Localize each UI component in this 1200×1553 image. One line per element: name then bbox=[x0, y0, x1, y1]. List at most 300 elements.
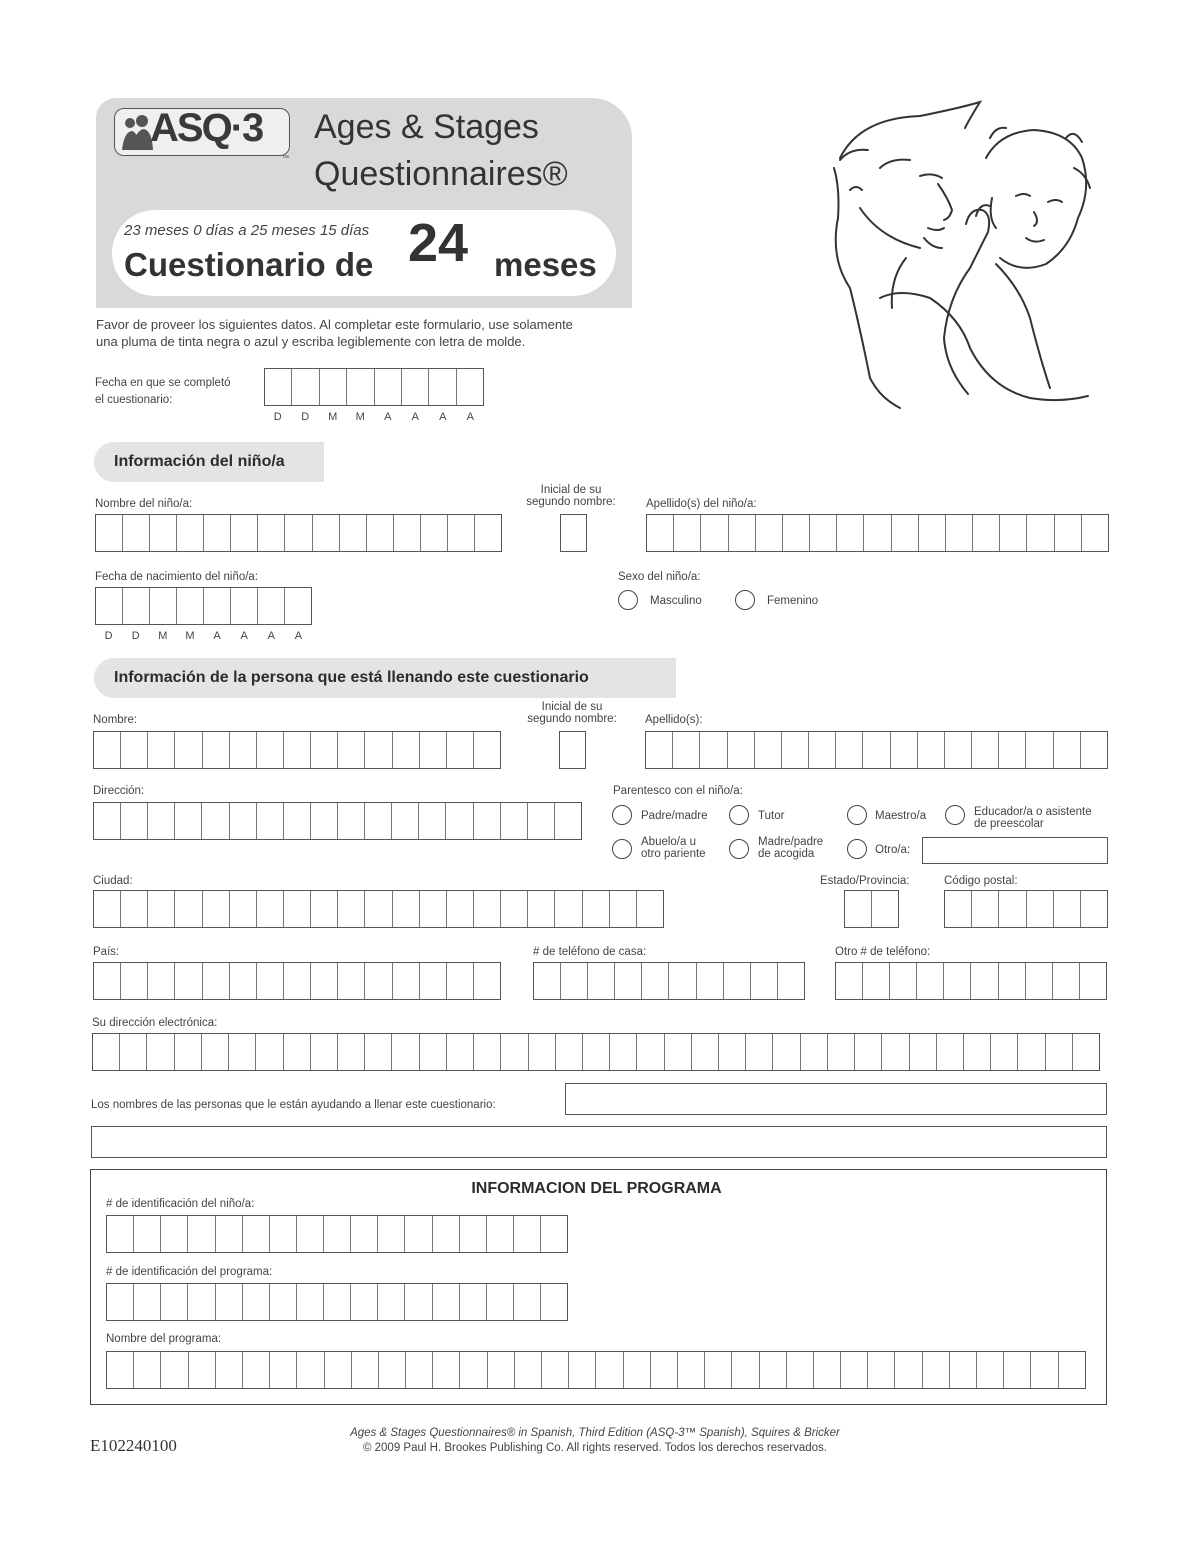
char-cell[interactable] bbox=[148, 963, 175, 999]
relationship-grandparent-radio[interactable] bbox=[612, 839, 632, 859]
char-cell[interactable] bbox=[313, 515, 340, 551]
char-cell[interactable] bbox=[340, 515, 367, 551]
char-cell[interactable] bbox=[501, 803, 528, 839]
char-cell[interactable] bbox=[338, 1034, 365, 1070]
child-id-input[interactable] bbox=[106, 1215, 568, 1253]
char-cell[interactable] bbox=[419, 803, 446, 839]
char-cell[interactable] bbox=[561, 515, 586, 551]
sex-male-radio[interactable] bbox=[618, 590, 638, 610]
relationship-parent-radio[interactable] bbox=[612, 805, 632, 825]
char-cell[interactable] bbox=[311, 732, 338, 768]
char-cell[interactable] bbox=[120, 1034, 147, 1070]
home-phone-input[interactable] bbox=[533, 962, 805, 1000]
char-cell[interactable] bbox=[1055, 515, 1082, 551]
char-cell[interactable] bbox=[828, 1034, 855, 1070]
char-cell[interactable] bbox=[863, 963, 890, 999]
char-cell[interactable] bbox=[534, 963, 561, 999]
char-cell[interactable] bbox=[514, 1216, 541, 1252]
char-cell[interactable] bbox=[1026, 732, 1053, 768]
char-cell[interactable] bbox=[1081, 891, 1107, 927]
address-input[interactable] bbox=[93, 802, 582, 840]
char-cell[interactable] bbox=[447, 891, 474, 927]
char-cell[interactable] bbox=[150, 515, 177, 551]
char-cell[interactable] bbox=[1059, 1352, 1085, 1388]
char-cell[interactable] bbox=[864, 515, 891, 551]
char-cell[interactable] bbox=[203, 732, 230, 768]
char-cell[interactable] bbox=[338, 891, 365, 927]
char-cell[interactable] bbox=[583, 891, 610, 927]
char-cell[interactable] bbox=[188, 1216, 215, 1252]
char-cell[interactable] bbox=[123, 515, 150, 551]
char-cell[interactable] bbox=[284, 1034, 311, 1070]
char-cell[interactable] bbox=[474, 1034, 501, 1070]
char-cell[interactable] bbox=[783, 515, 810, 551]
char-cell[interactable] bbox=[919, 515, 946, 551]
char-cell[interactable] bbox=[448, 515, 475, 551]
char-cell[interactable] bbox=[393, 963, 420, 999]
char-cell[interactable] bbox=[972, 732, 999, 768]
char-cell[interactable] bbox=[433, 1284, 460, 1320]
char-cell[interactable] bbox=[669, 963, 696, 999]
char-cell[interactable] bbox=[1081, 732, 1107, 768]
char-cell[interactable] bbox=[872, 891, 898, 927]
char-cell[interactable] bbox=[946, 515, 973, 551]
char-cell[interactable] bbox=[365, 891, 392, 927]
char-cell[interactable] bbox=[324, 1216, 351, 1252]
char-cell[interactable] bbox=[692, 1034, 719, 1070]
char-cell[interactable] bbox=[999, 891, 1026, 927]
char-cell[interactable] bbox=[700, 732, 727, 768]
country-input[interactable] bbox=[93, 962, 501, 1000]
char-cell[interactable] bbox=[972, 891, 999, 927]
char-cell[interactable] bbox=[94, 891, 121, 927]
char-cell[interactable] bbox=[107, 1352, 134, 1388]
char-cell[interactable] bbox=[204, 515, 231, 551]
char-cell[interactable] bbox=[175, 732, 202, 768]
char-cell[interactable] bbox=[175, 803, 202, 839]
char-cell[interactable] bbox=[973, 515, 1000, 551]
char-cell[interactable] bbox=[365, 803, 392, 839]
char-cell[interactable] bbox=[541, 1216, 567, 1252]
state-input[interactable] bbox=[844, 890, 899, 928]
char-cell[interactable] bbox=[216, 1352, 243, 1388]
char-cell[interactable] bbox=[365, 963, 392, 999]
char-cell[interactable] bbox=[378, 1216, 405, 1252]
char-cell[interactable] bbox=[148, 803, 175, 839]
char-cell[interactable] bbox=[882, 1034, 909, 1070]
char-cell[interactable] bbox=[583, 1034, 610, 1070]
char-cell[interactable] bbox=[746, 1034, 773, 1070]
char-cell[interactable] bbox=[258, 515, 285, 551]
char-cell[interactable] bbox=[121, 803, 148, 839]
char-cell[interactable] bbox=[529, 1034, 556, 1070]
char-cell[interactable] bbox=[950, 1352, 977, 1388]
char-cell[interactable] bbox=[910, 1034, 937, 1070]
char-cell[interactable] bbox=[845, 891, 872, 927]
char-cell[interactable] bbox=[175, 1034, 202, 1070]
char-cell[interactable] bbox=[945, 732, 972, 768]
char-cell[interactable] bbox=[1054, 732, 1081, 768]
char-cell[interactable] bbox=[257, 963, 284, 999]
char-cell[interactable] bbox=[637, 891, 663, 927]
char-cell[interactable] bbox=[697, 963, 724, 999]
char-cell[interactable] bbox=[1000, 515, 1027, 551]
char-cell[interactable] bbox=[787, 1352, 814, 1388]
char-cell[interactable] bbox=[297, 1216, 324, 1252]
char-cell[interactable] bbox=[646, 732, 673, 768]
char-cell[interactable] bbox=[150, 588, 177, 624]
char-cell[interactable] bbox=[501, 891, 528, 927]
zip-input[interactable] bbox=[944, 890, 1108, 928]
char-cell[interactable] bbox=[257, 803, 284, 839]
char-cell[interactable] bbox=[347, 369, 374, 405]
char-cell[interactable] bbox=[311, 1034, 338, 1070]
char-cell[interactable] bbox=[121, 891, 148, 927]
char-cell[interactable] bbox=[243, 1216, 270, 1252]
char-cell[interactable] bbox=[728, 732, 755, 768]
char-cell[interactable] bbox=[351, 1284, 378, 1320]
char-cell[interactable] bbox=[202, 803, 229, 839]
char-cell[interactable] bbox=[977, 1352, 1004, 1388]
char-cell[interactable] bbox=[1027, 515, 1054, 551]
char-cell[interactable] bbox=[555, 803, 581, 839]
char-cell[interactable] bbox=[1053, 963, 1080, 999]
char-cell[interactable] bbox=[230, 803, 257, 839]
char-cell[interactable] bbox=[801, 1034, 828, 1070]
char-cell[interactable] bbox=[474, 732, 500, 768]
char-cell[interactable] bbox=[297, 1352, 324, 1388]
char-cell[interactable] bbox=[134, 1284, 161, 1320]
char-cell[interactable] bbox=[421, 515, 448, 551]
char-cell[interactable] bbox=[203, 891, 230, 927]
char-cell[interactable] bbox=[891, 732, 918, 768]
char-cell[interactable] bbox=[107, 1216, 134, 1252]
char-cell[interactable] bbox=[94, 803, 121, 839]
char-cell[interactable] bbox=[420, 1034, 447, 1070]
program-id-input[interactable] bbox=[106, 1283, 568, 1321]
char-cell[interactable] bbox=[475, 515, 501, 551]
char-cell[interactable] bbox=[991, 1034, 1018, 1070]
char-cell[interactable] bbox=[474, 891, 501, 927]
char-cell[interactable] bbox=[561, 963, 588, 999]
char-cell[interactable] bbox=[231, 588, 258, 624]
char-cell[interactable] bbox=[188, 1284, 215, 1320]
char-cell[interactable] bbox=[1027, 891, 1054, 927]
char-cell[interactable] bbox=[257, 732, 284, 768]
char-cell[interactable] bbox=[460, 1216, 487, 1252]
char-cell[interactable] bbox=[256, 1034, 283, 1070]
char-cell[interactable] bbox=[917, 963, 944, 999]
char-cell[interactable] bbox=[944, 963, 971, 999]
char-cell[interactable] bbox=[588, 963, 615, 999]
char-cell[interactable] bbox=[379, 1352, 406, 1388]
char-cell[interactable] bbox=[751, 963, 778, 999]
char-cell[interactable] bbox=[134, 1216, 161, 1252]
char-cell[interactable] bbox=[647, 515, 674, 551]
child-first-name-input[interactable] bbox=[95, 514, 502, 552]
char-cell[interactable] bbox=[868, 1352, 895, 1388]
char-cell[interactable] bbox=[624, 1352, 651, 1388]
char-cell[interactable] bbox=[460, 1284, 487, 1320]
char-cell[interactable] bbox=[964, 1034, 991, 1070]
char-cell[interactable] bbox=[855, 1034, 882, 1070]
respondent-first-name-input[interactable] bbox=[93, 731, 501, 769]
char-cell[interactable] bbox=[392, 803, 419, 839]
char-cell[interactable] bbox=[405, 1216, 432, 1252]
char-cell[interactable] bbox=[265, 369, 292, 405]
char-cell[interactable] bbox=[284, 732, 311, 768]
char-cell[interactable] bbox=[367, 515, 394, 551]
char-cell[interactable] bbox=[121, 963, 148, 999]
char-cell[interactable] bbox=[402, 369, 429, 405]
completion-date-input[interactable] bbox=[264, 368, 484, 406]
char-cell[interactable] bbox=[338, 732, 365, 768]
char-cell[interactable] bbox=[673, 732, 700, 768]
char-cell[interactable] bbox=[569, 1352, 596, 1388]
char-cell[interactable] bbox=[175, 963, 202, 999]
char-cell[interactable] bbox=[487, 1216, 514, 1252]
char-cell[interactable] bbox=[320, 369, 347, 405]
other-phone-input[interactable] bbox=[835, 962, 1107, 1000]
char-cell[interactable] bbox=[324, 1284, 351, 1320]
char-cell[interactable] bbox=[528, 803, 555, 839]
char-cell[interactable] bbox=[542, 1352, 569, 1388]
char-cell[interactable] bbox=[678, 1352, 705, 1388]
char-cell[interactable] bbox=[121, 732, 148, 768]
child-birthdate-input[interactable] bbox=[95, 587, 312, 625]
char-cell[interactable] bbox=[615, 963, 642, 999]
char-cell[interactable] bbox=[393, 891, 420, 927]
char-cell[interactable] bbox=[674, 515, 701, 551]
char-cell[interactable] bbox=[610, 891, 637, 927]
char-cell[interactable] bbox=[923, 1352, 950, 1388]
char-cell[interactable] bbox=[1018, 1034, 1045, 1070]
char-cell[interactable] bbox=[999, 732, 1026, 768]
char-cell[interactable] bbox=[338, 803, 365, 839]
char-cell[interactable] bbox=[230, 963, 257, 999]
char-cell[interactable] bbox=[937, 1034, 964, 1070]
relationship-educator-radio[interactable] bbox=[945, 805, 965, 825]
char-cell[interactable] bbox=[724, 963, 751, 999]
char-cell[interactable] bbox=[161, 1284, 188, 1320]
relationship-other-input[interactable] bbox=[922, 837, 1108, 864]
relationship-guardian-radio[interactable] bbox=[729, 805, 749, 825]
char-cell[interactable] bbox=[501, 1034, 528, 1070]
char-cell[interactable] bbox=[1080, 963, 1106, 999]
char-cell[interactable] bbox=[394, 515, 421, 551]
char-cell[interactable] bbox=[284, 891, 311, 927]
child-last-name-input[interactable] bbox=[646, 514, 1109, 552]
char-cell[interactable] bbox=[243, 1352, 270, 1388]
relationship-other-radio[interactable] bbox=[847, 839, 867, 859]
char-cell[interactable] bbox=[420, 732, 447, 768]
char-cell[interactable] bbox=[420, 891, 447, 927]
char-cell[interactable] bbox=[230, 732, 257, 768]
char-cell[interactable] bbox=[895, 1352, 922, 1388]
char-cell[interactable] bbox=[918, 732, 945, 768]
char-cell[interactable] bbox=[642, 963, 669, 999]
char-cell[interactable] bbox=[1031, 1352, 1058, 1388]
char-cell[interactable] bbox=[148, 891, 175, 927]
char-cell[interactable] bbox=[810, 515, 837, 551]
char-cell[interactable] bbox=[528, 891, 555, 927]
char-cell[interactable] bbox=[555, 891, 582, 927]
char-cell[interactable] bbox=[755, 732, 782, 768]
char-cell[interactable] bbox=[433, 1216, 460, 1252]
helpers-input-line1[interactable] bbox=[565, 1083, 1107, 1115]
program-name-input[interactable] bbox=[106, 1351, 1086, 1389]
char-cell[interactable] bbox=[161, 1352, 188, 1388]
char-cell[interactable] bbox=[447, 1034, 474, 1070]
char-cell[interactable] bbox=[285, 515, 312, 551]
char-cell[interactable] bbox=[446, 803, 473, 839]
char-cell[interactable] bbox=[230, 891, 257, 927]
char-cell[interactable] bbox=[447, 732, 474, 768]
char-cell[interactable] bbox=[1054, 891, 1081, 927]
char-cell[interactable] bbox=[297, 1284, 324, 1320]
char-cell[interactable] bbox=[177, 515, 204, 551]
char-cell[interactable] bbox=[814, 1352, 841, 1388]
char-cell[interactable] bbox=[94, 732, 121, 768]
char-cell[interactable] bbox=[719, 1034, 746, 1070]
char-cell[interactable] bbox=[204, 588, 231, 624]
char-cell[interactable] bbox=[420, 963, 447, 999]
char-cell[interactable] bbox=[375, 369, 402, 405]
email-input[interactable] bbox=[92, 1033, 1100, 1071]
char-cell[interactable] bbox=[610, 1034, 637, 1070]
char-cell[interactable] bbox=[406, 1352, 433, 1388]
char-cell[interactable] bbox=[971, 963, 998, 999]
char-cell[interactable] bbox=[773, 1034, 800, 1070]
char-cell[interactable] bbox=[701, 515, 728, 551]
char-cell[interactable] bbox=[94, 963, 121, 999]
char-cell[interactable] bbox=[474, 963, 500, 999]
char-cell[interactable] bbox=[1046, 1034, 1073, 1070]
char-cell[interactable] bbox=[705, 1352, 732, 1388]
char-cell[interactable] bbox=[760, 1352, 787, 1388]
char-cell[interactable] bbox=[514, 1284, 541, 1320]
char-cell[interactable] bbox=[365, 1034, 392, 1070]
char-cell[interactable] bbox=[177, 588, 204, 624]
char-cell[interactable] bbox=[378, 1284, 405, 1320]
char-cell[interactable] bbox=[147, 1034, 174, 1070]
char-cell[interactable] bbox=[134, 1352, 161, 1388]
char-cell[interactable] bbox=[351, 1216, 378, 1252]
char-cell[interactable] bbox=[258, 588, 285, 624]
char-cell[interactable] bbox=[311, 803, 338, 839]
char-cell[interactable] bbox=[93, 1034, 120, 1070]
char-cell[interactable] bbox=[257, 891, 284, 927]
char-cell[interactable] bbox=[665, 1034, 692, 1070]
char-cell[interactable] bbox=[231, 515, 258, 551]
char-cell[interactable] bbox=[270, 1352, 297, 1388]
char-cell[interactable] bbox=[161, 1216, 188, 1252]
char-cell[interactable] bbox=[202, 1034, 229, 1070]
char-cell[interactable] bbox=[429, 369, 456, 405]
char-cell[interactable] bbox=[541, 1284, 567, 1320]
char-cell[interactable] bbox=[556, 1034, 583, 1070]
char-cell[interactable] bbox=[203, 963, 230, 999]
char-cell[interactable] bbox=[809, 732, 836, 768]
char-cell[interactable] bbox=[243, 1284, 270, 1320]
char-cell[interactable] bbox=[1082, 515, 1108, 551]
char-cell[interactable] bbox=[729, 515, 756, 551]
char-cell[interactable] bbox=[229, 1034, 256, 1070]
char-cell[interactable] bbox=[284, 963, 311, 999]
char-cell[interactable] bbox=[836, 963, 863, 999]
char-cell[interactable] bbox=[405, 1284, 432, 1320]
relationship-teacher-radio[interactable] bbox=[847, 805, 867, 825]
char-cell[interactable] bbox=[175, 891, 202, 927]
char-cell[interactable] bbox=[457, 369, 483, 405]
char-cell[interactable] bbox=[392, 1034, 419, 1070]
char-cell[interactable] bbox=[841, 1352, 868, 1388]
char-cell[interactable] bbox=[285, 588, 311, 624]
respondent-last-name-input[interactable] bbox=[645, 731, 1108, 769]
char-cell[interactable] bbox=[732, 1352, 759, 1388]
char-cell[interactable] bbox=[651, 1352, 678, 1388]
relationship-foster-radio[interactable] bbox=[729, 839, 749, 859]
char-cell[interactable] bbox=[945, 891, 972, 927]
char-cell[interactable] bbox=[352, 1352, 379, 1388]
char-cell[interactable] bbox=[515, 1352, 542, 1388]
city-input[interactable] bbox=[93, 890, 664, 928]
char-cell[interactable] bbox=[999, 963, 1026, 999]
char-cell[interactable] bbox=[433, 1352, 460, 1388]
char-cell[interactable] bbox=[596, 1352, 623, 1388]
char-cell[interactable] bbox=[836, 732, 863, 768]
char-cell[interactable] bbox=[216, 1216, 243, 1252]
char-cell[interactable] bbox=[863, 732, 890, 768]
char-cell[interactable] bbox=[1026, 963, 1053, 999]
char-cell[interactable] bbox=[890, 963, 917, 999]
char-cell[interactable] bbox=[892, 515, 919, 551]
char-cell[interactable] bbox=[270, 1216, 297, 1252]
char-cell[interactable] bbox=[460, 1352, 487, 1388]
char-cell[interactable] bbox=[1073, 1034, 1099, 1070]
sex-female-radio[interactable] bbox=[735, 590, 755, 610]
char-cell[interactable] bbox=[311, 891, 338, 927]
char-cell[interactable] bbox=[837, 515, 864, 551]
respondent-middle-initial-input[interactable] bbox=[559, 731, 586, 769]
char-cell[interactable] bbox=[487, 1284, 514, 1320]
char-cell[interactable] bbox=[148, 732, 175, 768]
char-cell[interactable] bbox=[778, 963, 804, 999]
char-cell[interactable] bbox=[123, 588, 150, 624]
char-cell[interactable] bbox=[216, 1284, 243, 1320]
char-cell[interactable] bbox=[107, 1284, 134, 1320]
char-cell[interactable] bbox=[756, 515, 783, 551]
char-cell[interactable] bbox=[96, 588, 123, 624]
char-cell[interactable] bbox=[311, 963, 338, 999]
char-cell[interactable] bbox=[393, 732, 420, 768]
char-cell[interactable] bbox=[270, 1284, 297, 1320]
char-cell[interactable] bbox=[189, 1352, 216, 1388]
char-cell[interactable] bbox=[782, 732, 809, 768]
char-cell[interactable] bbox=[338, 963, 365, 999]
char-cell[interactable] bbox=[474, 803, 501, 839]
char-cell[interactable] bbox=[488, 1352, 515, 1388]
helpers-input-line2[interactable] bbox=[91, 1126, 1107, 1158]
char-cell[interactable] bbox=[96, 515, 123, 551]
char-cell[interactable] bbox=[447, 963, 474, 999]
char-cell[interactable] bbox=[284, 803, 311, 839]
char-cell[interactable] bbox=[365, 732, 392, 768]
char-cell[interactable] bbox=[292, 369, 319, 405]
char-cell[interactable] bbox=[637, 1034, 664, 1070]
char-cell[interactable] bbox=[325, 1352, 352, 1388]
char-cell[interactable] bbox=[560, 732, 585, 768]
